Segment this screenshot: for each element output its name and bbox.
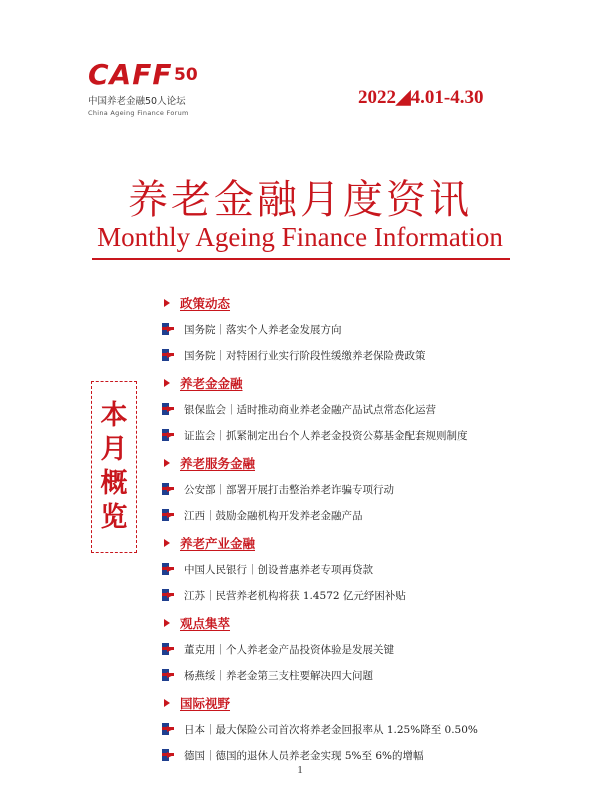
logo-50-text: 50 xyxy=(174,65,198,85)
arrow-icon xyxy=(164,619,170,627)
list-item[interactable] xyxy=(162,320,522,338)
list-item[interactable] xyxy=(162,506,522,524)
flag-bullet-icon xyxy=(162,403,176,415)
flag-bullet-icon xyxy=(162,429,176,441)
section-industry-finance xyxy=(162,532,522,604)
item-text: 中国人民银行｜创设普惠养老专项再贷款 xyxy=(184,563,373,576)
overview-char: 本 xyxy=(100,400,128,431)
issue-date: 2022◢4.01-4.30 xyxy=(358,87,484,108)
list-item[interactable] xyxy=(162,720,522,738)
list-item[interactable] xyxy=(162,746,522,764)
logo-chinese-name: 中国养老金融50人论坛 xyxy=(88,96,186,107)
page-title-english: Monthly Ageing Finance Information xyxy=(97,222,503,252)
section-pension-finance xyxy=(162,372,522,444)
table-of-contents xyxy=(162,292,522,772)
overview-char: 览 xyxy=(100,502,128,533)
title-divider xyxy=(92,258,510,260)
item-text: 江西｜鼓励金融机构开发养老金融产品 xyxy=(184,509,363,522)
section-title[interactable]: 养老金金融 xyxy=(180,376,243,391)
item-text: 德国｜德国的退休人员养老金实现 5%至 6%的增幅 xyxy=(184,749,424,762)
item-text: 杨燕绥｜养老金第三支柱要解决四大问题 xyxy=(184,669,373,682)
caff50-logo xyxy=(88,58,238,117)
flag-bullet-icon xyxy=(162,349,176,361)
page-number: 1 xyxy=(297,764,303,776)
arrow-icon xyxy=(164,699,170,707)
flag-bullet-icon xyxy=(162,589,176,601)
overview-char: 月 xyxy=(100,434,128,465)
logo-english-name: China Ageing Finance Forum xyxy=(88,109,189,117)
list-item[interactable] xyxy=(162,640,522,658)
flag-bullet-icon xyxy=(162,509,176,521)
item-text: 江苏｜民营养老机构将获 1.4572 亿元纾困补贴 xyxy=(184,589,406,602)
list-item[interactable] xyxy=(162,666,522,684)
section-service-finance xyxy=(162,452,522,524)
section-international xyxy=(162,692,522,764)
item-text: 公安部｜部署开展打击整治养老诈骗专项行动 xyxy=(184,483,394,496)
section-title[interactable]: 养老产业金融 xyxy=(180,536,256,551)
list-item[interactable] xyxy=(162,586,522,604)
arrow-icon xyxy=(164,379,170,387)
arrow-icon xyxy=(164,299,170,307)
section-title[interactable]: 养老服务金融 xyxy=(180,456,256,471)
list-item[interactable] xyxy=(162,346,522,364)
section-title[interactable]: 观点集萃 xyxy=(180,616,231,631)
arrow-icon xyxy=(164,539,170,547)
item-text: 日本｜最大保险公司首次将养老金回报率从 1.25%降至 0.50% xyxy=(184,723,478,736)
section-viewpoints xyxy=(162,612,522,684)
flag-bullet-icon xyxy=(162,749,176,761)
flag-bullet-icon xyxy=(162,323,176,335)
arrow-icon xyxy=(164,459,170,467)
section-title[interactable]: 政策动态 xyxy=(180,296,231,311)
flag-bullet-icon xyxy=(162,723,176,735)
logo-caff-text: CAFF xyxy=(88,58,173,91)
flag-bullet-icon xyxy=(162,563,176,575)
list-item[interactable] xyxy=(162,426,522,444)
item-text: 国务院｜对特困行业实行阶段性缓缴养老保险费政策 xyxy=(184,349,426,362)
page-title-chinese: 养老金融月度资讯 xyxy=(128,177,472,223)
overview-char: 概 xyxy=(100,468,128,499)
list-item[interactable] xyxy=(162,400,522,418)
list-item[interactable] xyxy=(162,480,522,498)
item-text: 证监会｜抓紧制定出台个人养老金投资公募基金配套规则制度 xyxy=(184,429,468,442)
item-text: 国务院｜落实个人养老金发展方向 xyxy=(184,323,342,336)
section-policy xyxy=(162,292,522,364)
section-title[interactable]: 国际视野 xyxy=(180,696,231,711)
logo-mark xyxy=(88,58,238,92)
flag-bullet-icon xyxy=(162,643,176,655)
flag-bullet-icon xyxy=(162,669,176,681)
item-text: 银保监会｜适时推动商业养老金融产品试点常态化运营 xyxy=(184,403,436,416)
list-item[interactable] xyxy=(162,560,522,578)
flag-bullet-icon xyxy=(162,483,176,495)
monthly-overview-label xyxy=(91,381,137,553)
item-text: 董克用｜个人养老金产品投资体验是发展关键 xyxy=(184,643,394,656)
